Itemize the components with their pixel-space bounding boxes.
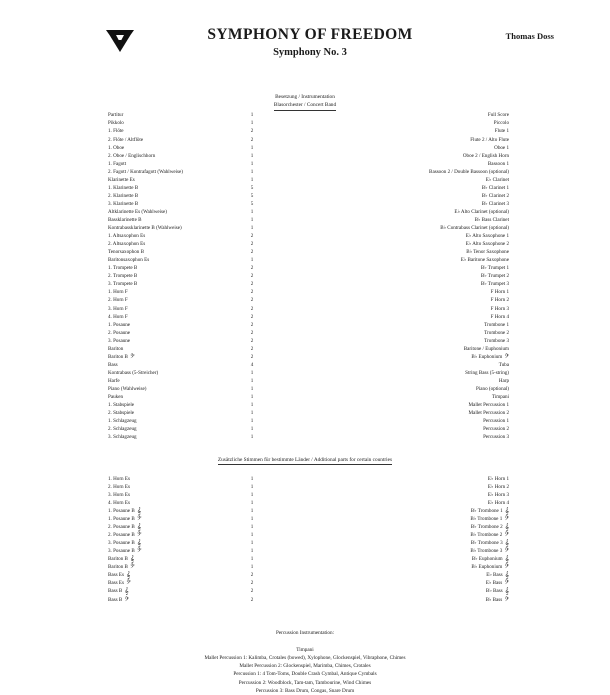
instrument-name-en: B♭ Trombone 1 𝄞 <box>470 506 509 515</box>
instrument-quantity: 1 <box>250 176 254 183</box>
instrument-name-de: 3. Trompete B <box>108 281 138 288</box>
instrument-name-de: Bassklarinette B <box>108 216 142 223</box>
instrument-name-en: Tuba <box>498 361 509 368</box>
instrument-row <box>0 596 610 604</box>
instrument-row <box>0 240 610 248</box>
percussion-line: Mallet Percussion 2: Glockenspiel, Marimba, Chimes, Crotales <box>239 663 371 670</box>
percussion-lines <box>0 646 610 695</box>
instrument-name-de: Bass <box>108 361 118 368</box>
instrument-name-de: Bass B 𝄞 <box>108 587 129 596</box>
instrument-name-en: Trombone 1 <box>484 321 509 328</box>
instrument-quantity: 2 <box>250 596 254 603</box>
instrument-name-en: Bassoon 2 / Double Bassoon (optional) <box>429 168 509 175</box>
instrument-quantity: 2 <box>250 313 254 320</box>
instrument-row <box>0 491 610 499</box>
instrument-name-de: Pauken <box>108 394 123 401</box>
instrument-row <box>0 176 610 184</box>
instrument-quantity: 1 <box>250 507 254 514</box>
clef-icon: 𝄢 <box>502 531 509 540</box>
instrument-row <box>0 385 610 393</box>
instrument-name-en: B♭ Euphonium 𝄞 <box>471 555 509 564</box>
instrument-name-en: B♭ Clarinet 1 <box>481 184 509 191</box>
instrument-name-en: B♭ Trombone 1 𝄢 <box>470 515 509 524</box>
instrument-name-en: Mallet Percussion 2 <box>468 410 509 417</box>
instrument-quantity: 1 <box>250 426 254 433</box>
instrument-name-de: 2. Stabspiele <box>108 410 135 417</box>
instrument-quantity: 1 <box>250 548 254 555</box>
instrument-name-de: 2. Posaune B 𝄞 <box>108 523 142 532</box>
instrument-name-en: Percussion 3 <box>483 434 509 441</box>
clef-icon: 𝄞 <box>502 523 509 532</box>
clef-icon: 𝄢 <box>502 595 509 604</box>
instrument-name-de: 1. Fagott <box>108 160 127 167</box>
instrument-name-de: Kontrabass (5-Streicher) <box>108 369 159 376</box>
instrument-name-en: B♭ Trombone 3 𝄢 <box>470 547 509 556</box>
instrument-name-de: 2. Altsaxophon Es <box>108 241 146 248</box>
instrument-quantity: 5 <box>250 184 254 191</box>
clef-icon: 𝄞 <box>502 555 509 564</box>
instrument-name-en: B♭ Trumpet 2 <box>480 273 509 280</box>
instrument-name-de: 1. Schlagzeug <box>108 418 137 425</box>
instrument-quantity: 1 <box>250 144 254 151</box>
percussion-line: Mallet Percussion 1: Kalimba, Crotales (bowed), Xylophone, Glockenspiel, Vibraphone, Chimes <box>204 654 406 661</box>
instrument-row <box>0 296 610 304</box>
instrument-name-de: 2. Fagott / Kontrafagott (Wahlweise) <box>108 168 183 175</box>
percussion-line: Timpani <box>296 646 314 653</box>
instrument-name-de: 2. Oboe / Englischhorn <box>108 152 156 159</box>
instrument-name-en: Oboe 2 / English Horn <box>462 152 509 159</box>
instrument-name-en: B♭ Clarinet 3 <box>481 200 509 207</box>
clef-icon: 𝄢 <box>502 352 509 361</box>
clef-icon: 𝄞 <box>134 523 142 532</box>
instrument-name-de: Bass Es 𝄢 <box>108 579 131 588</box>
instrument-quantity: 5 <box>250 192 254 199</box>
instrument-row <box>0 208 610 216</box>
instrument-row <box>0 515 610 523</box>
instrument-name-de: 2. Horn F <box>108 297 128 304</box>
instrument-quantity: 1 <box>250 475 254 482</box>
instrument-quantity: 1 <box>250 532 254 539</box>
clef-icon: 𝄞 <box>134 506 142 515</box>
instrument-row <box>0 523 610 531</box>
instrument-name-de: Harfe <box>108 377 120 384</box>
instrument-name-de: Bariton <box>108 345 124 352</box>
clef-icon: 𝄢 <box>502 579 509 588</box>
page-header <box>0 26 610 78</box>
instrument-name-en: Baritone / Euphonium <box>463 345 509 352</box>
clef-icon: 𝄢 <box>502 547 509 556</box>
instrument-quantity: 2 <box>250 289 254 296</box>
instrument-name-de: Bariton B 𝄢 <box>108 563 135 572</box>
instrument-quantity: 1 <box>250 564 254 571</box>
instrument-row <box>0 119 610 127</box>
instrument-row <box>0 563 610 571</box>
instrument-row <box>0 483 610 491</box>
instrument-quantity: 1 <box>250 516 254 523</box>
instrument-name-de: 3. Klarinette B <box>108 200 139 207</box>
instrument-quantity: 2 <box>250 572 254 579</box>
instrument-row <box>0 507 610 515</box>
instrument-quantity: 2 <box>250 136 254 143</box>
instrument-row <box>0 248 610 256</box>
instrument-name-de: 3. Horn F <box>108 305 128 312</box>
clef-icon: 𝄞 <box>502 539 509 548</box>
instrument-name-de: 3. Posaune B 𝄢 <box>108 547 142 556</box>
instrument-name-de: Piano (Wahlweise) <box>108 385 147 392</box>
instrument-row <box>0 361 610 369</box>
instrument-row <box>0 401 610 409</box>
instrument-name-en: E♭ Horn 2 <box>487 483 509 490</box>
instrument-name-de: Bariton B 𝄞 <box>108 555 135 564</box>
instrument-quantity: 1 <box>250 556 254 563</box>
instrument-name-en: String Bass (5-string) <box>465 369 509 376</box>
instrument-name-de: 1. Stabspiele <box>108 402 135 409</box>
clef-icon: 𝄞 <box>502 587 509 596</box>
instrument-name-en: E♭ Horn 3 <box>487 491 509 498</box>
instrument-name-de: 2. Trompete B <box>108 273 138 280</box>
instrument-name-en: E♭ Alto Clarinet (optional) <box>454 208 509 215</box>
score-instrumentation-page <box>0 26 610 695</box>
instrument-row <box>0 136 610 144</box>
instrument-quantity: 2 <box>250 305 254 312</box>
instrument-row <box>0 433 610 441</box>
instrument-name-de: 1. Oboe <box>108 144 125 151</box>
clef-icon: 𝄞 <box>502 506 509 515</box>
instrument-row <box>0 313 610 321</box>
instrument-row <box>0 475 610 483</box>
instrument-quantity: 1 <box>250 410 254 417</box>
instrument-name-en: E♭ Horn 1 <box>487 475 509 482</box>
instrument-row <box>0 409 610 417</box>
instrument-quantity: 1 <box>250 418 254 425</box>
instrument-row <box>0 184 610 192</box>
additional-parts-heading-text: Zusätzliche Stimmen für bestimmte Länder / Additional parts for certain countries <box>217 457 393 464</box>
instrument-quantity: 1 <box>250 216 254 223</box>
instrumentation-heading-line1: Besetzung / Instrumentation <box>275 94 335 100</box>
instrument-quantity: 1 <box>250 160 254 167</box>
instrument-quantity: 2 <box>250 337 254 344</box>
instrument-quantity: 1 <box>250 385 254 392</box>
clef-icon: 𝄢 <box>502 563 509 572</box>
instrument-name-de: Bass B 𝄢 <box>108 595 130 604</box>
instrument-row <box>0 579 610 587</box>
instrument-quantity: 1 <box>250 225 254 232</box>
instrument-quantity: 1 <box>250 120 254 127</box>
instrument-name-en: Flute 1 <box>494 128 509 135</box>
instrument-name-en: Trombone 2 <box>484 329 509 336</box>
instrument-row <box>0 152 610 160</box>
instrument-name-en: B♭ Tenor Saxophone <box>466 249 509 256</box>
instrument-quantity: 2 <box>250 345 254 352</box>
instrument-quantity: 1 <box>250 434 254 441</box>
instrument-name-en: B♭ Bass 𝄞 <box>485 587 509 596</box>
clef-icon: 𝄞 <box>134 539 142 548</box>
instrument-row <box>0 377 610 385</box>
instrument-quantity: 1 <box>250 168 254 175</box>
instrument-quantity: 2 <box>250 281 254 288</box>
instrument-name-en: B♭ Contrabass Clarinet (optional) <box>440 225 509 232</box>
instrument-name-en: Piano (optional) <box>476 385 509 392</box>
instrument-row <box>0 264 610 272</box>
instrument-name-en: F Horn 4 <box>490 313 509 320</box>
instrument-quantity: 5 <box>250 200 254 207</box>
instrument-name-en: F Horn 2 <box>490 297 509 304</box>
instrumentation-heading-line2: Blasorchester / Concert Band <box>274 102 336 111</box>
instrument-quantity: 1 <box>250 499 254 506</box>
instrument-name-en: E♭ Horn 4 <box>487 499 509 506</box>
instrument-quantity: 1 <box>250 257 254 264</box>
instrumentation-heading <box>0 94 610 111</box>
instrument-row <box>0 160 610 168</box>
instrument-name-de: 4. Horn Es <box>108 499 130 506</box>
clef-icon: 𝄢 <box>127 352 135 361</box>
instrument-quantity: 2 <box>250 241 254 248</box>
instrument-row <box>0 144 610 152</box>
instrument-row <box>0 111 610 119</box>
instrument-name-de: Kontrabassklarinette B (Wahlweise) <box>108 225 182 232</box>
instrument-name-de: 2. Posaune B 𝄢 <box>108 531 142 540</box>
clef-icon: 𝄞 <box>127 555 135 564</box>
instrument-name-en: B♭ Trumpet 1 <box>480 265 509 272</box>
instrument-row <box>0 393 610 401</box>
instrument-quantity: 1 <box>250 394 254 401</box>
instrument-name-de: Baritonsaxophon Es <box>108 257 150 264</box>
instrument-quantity: 1 <box>250 402 254 409</box>
instrument-row <box>0 539 610 547</box>
clef-icon: 𝄞 <box>124 571 131 580</box>
percussion-title: Percussion Instrumentation: <box>275 629 335 636</box>
percussion-instrumentation-block <box>0 630 610 695</box>
instrument-row <box>0 200 610 208</box>
instrument-name-en: Piccolo <box>493 120 509 127</box>
instrument-quantity: 2 <box>250 249 254 256</box>
instrument-name-en: Bassoon 1 <box>487 160 509 167</box>
instrument-quantity: 1 <box>250 112 254 119</box>
instrument-quantity: 2 <box>250 329 254 336</box>
clef-icon: 𝄢 <box>134 547 142 556</box>
instrument-name-de: 2. Posaune <box>108 329 131 336</box>
instrument-name-de: Tenorsaxophon B <box>108 249 145 256</box>
instrument-name-de: 3. Horn Es <box>108 491 130 498</box>
instrument-name-en: E♭ Alto Saxophone 1 <box>465 233 509 240</box>
instrument-name-de: Pikkolo <box>108 120 124 127</box>
instrument-quantity: 2 <box>250 128 254 135</box>
instrument-quantity: 2 <box>250 321 254 328</box>
instrument-row <box>0 547 610 555</box>
instrument-quantity: 4 <box>250 361 254 368</box>
instrument-row <box>0 272 610 280</box>
clef-icon: 𝄢 <box>134 531 142 540</box>
instrument-name-de: 1. Flöte <box>108 128 124 135</box>
instrument-row <box>0 224 610 232</box>
instrument-row <box>0 337 610 345</box>
percussion-line: Percussion 1: 4 Tom-Toms, Double Crash Cymbal, Antique Cymbals <box>233 671 377 678</box>
composer-name: Thomas Doss <box>505 31 554 41</box>
instrument-row <box>0 425 610 433</box>
instrument-name-en: B♭ Trombone 2 𝄞 <box>470 523 509 532</box>
instrument-name-de: 1. Horn Es <box>108 475 130 482</box>
instrument-name-de: 2. Schlagzeug <box>108 426 137 433</box>
instrument-name-en: E♭ Bass 𝄞 <box>486 571 509 580</box>
instrument-quantity: 1 <box>250 483 254 490</box>
instrument-name-de: Partitur <box>108 112 124 119</box>
instrument-row <box>0 216 610 224</box>
page-subtitle: Symphony No. 3 <box>273 46 347 58</box>
instrument-name-en: B♭ Trombone 3 𝄞 <box>470 539 509 548</box>
instrument-row <box>0 192 610 200</box>
section-spacer <box>0 441 610 457</box>
instrument-row <box>0 280 610 288</box>
instrument-row <box>0 571 610 579</box>
instrument-name-en: E♭ Clarinet <box>485 176 509 183</box>
clef-icon: 𝄢 <box>124 579 131 588</box>
instrument-name-de: 1. Posaune B 𝄢 <box>108 515 142 524</box>
instrument-row <box>0 353 610 361</box>
instrument-name-en: B♭ Euphonium 𝄢 <box>471 563 509 572</box>
instrument-name-de: 4. Horn F <box>108 313 128 320</box>
instrument-name-en: B♭ Bass 𝄢 <box>485 595 509 604</box>
instrument-name-en: Trombone 3 <box>484 337 509 344</box>
instrument-quantity: 1 <box>250 524 254 531</box>
percussion-line: Percussion 3: Bass Drum, Congas, Snare Drum <box>255 688 355 695</box>
instrument-quantity: 2 <box>250 265 254 272</box>
instrument-name-de: 2. Horn Es <box>108 483 130 490</box>
instrument-name-de: Klarinette Es <box>108 176 135 183</box>
instrument-quantity: 2 <box>250 588 254 595</box>
instrument-quantity: 1 <box>250 491 254 498</box>
section-spacer-2 <box>0 465 610 475</box>
additional-parts-heading <box>0 457 610 465</box>
instrument-name-en: E♭ Alto Saxophone 2 <box>465 241 509 248</box>
instrument-name-de: 3. Schlagzeug <box>108 434 137 441</box>
instrument-row <box>0 417 610 425</box>
instrument-name-de: 1. Posaune B 𝄞 <box>108 506 142 515</box>
instrument-row <box>0 531 610 539</box>
instrument-row <box>0 369 610 377</box>
clef-icon: 𝄢 <box>127 563 135 572</box>
clef-icon: 𝄞 <box>502 571 509 580</box>
instrument-name-de: Bariton B 𝄢 <box>108 352 135 361</box>
instrument-quantity: 1 <box>250 208 254 215</box>
instrument-name-en: Timpani <box>491 394 509 401</box>
clef-icon: 𝄢 <box>122 595 130 604</box>
instrument-quantity: 2 <box>250 580 254 587</box>
instrument-name-de: 1. Klarinette B <box>108 184 139 191</box>
instrument-name-de: 3. Posaune <box>108 337 131 344</box>
instrument-row <box>0 232 610 240</box>
instrument-name-de: 2. Klarinette B <box>108 192 139 199</box>
clef-icon: 𝄢 <box>134 515 142 524</box>
instrument-name-de: 1. Horn F <box>108 289 128 296</box>
instrument-row <box>0 256 610 264</box>
clef-icon: 𝄢 <box>502 515 509 524</box>
instrument-name-en: Oboe 1 <box>494 144 509 151</box>
instrument-name-en: B♭ Clarinet 2 <box>481 192 509 199</box>
instrument-row <box>0 587 610 595</box>
instrument-quantity: 1 <box>250 369 254 376</box>
instrument-quantity: 2 <box>250 297 254 304</box>
instrument-name-en: E♭ Bass 𝄢 <box>485 579 509 588</box>
percussion-line: Percussion 2: Woodblock, Tam-tam, Tambourine, Wind Chimes <box>238 679 372 686</box>
instrument-quantity: 1 <box>250 152 254 159</box>
instrument-name-en: Harp <box>498 377 509 384</box>
instrument-name-en: F Horn 3 <box>490 305 509 312</box>
instrument-name-en: Flute 2 / Alto Flute <box>470 136 509 143</box>
instrument-name-de: 2. Flöte / Altflöte <box>108 136 144 143</box>
instrument-name-en: E♭ Baritone Saxophone <box>460 257 509 264</box>
instrument-list-concert-band <box>0 111 610 441</box>
publisher-w-logo-icon <box>103 28 137 54</box>
instrument-name-de: 1. Altsaxophon Es <box>108 233 146 240</box>
instrument-row <box>0 288 610 296</box>
instrument-row <box>0 321 610 329</box>
instrument-name-de: 3. Posaune B 𝄞 <box>108 539 142 548</box>
instrument-row <box>0 168 610 176</box>
instrument-name-de: Altklarinette Es (Wahlweise) <box>108 208 167 215</box>
instrument-row <box>0 127 610 135</box>
instrument-name-en: B♭ Trumpet 3 <box>480 281 509 288</box>
instrument-name-en: F Horn 1 <box>490 289 509 296</box>
instrument-name-en: Full Score <box>487 112 509 119</box>
instrument-row <box>0 305 610 313</box>
instrument-quantity: 2 <box>250 273 254 280</box>
instrument-name-en: Percussion 1 <box>483 418 509 425</box>
instrument-name-en: Mallet Percussion 1 <box>468 402 509 409</box>
instrument-name-de: 1. Posaune <box>108 321 131 328</box>
instrument-list-additional-parts <box>0 475 610 604</box>
instrument-name-en: B♭ Euphonium 𝄢 <box>471 352 509 361</box>
instrument-row <box>0 329 610 337</box>
instrument-name-de: 1. Trompete B <box>108 265 138 272</box>
instrument-row <box>0 499 610 507</box>
instrument-row <box>0 555 610 563</box>
page-title: SYMPHONY OF FREEDOM <box>207 26 413 43</box>
instrument-name-en: B♭ Bass Clarinet <box>474 216 509 223</box>
clef-icon: 𝄞 <box>122 587 129 596</box>
instrument-name-en: Percussion 2 <box>483 426 509 433</box>
instrument-quantity: 2 <box>250 233 254 240</box>
instrument-name-en: B♭ Trombone 2 𝄢 <box>470 531 509 540</box>
instrument-quantity: 2 <box>250 353 254 360</box>
instrument-quantity: 1 <box>250 540 254 547</box>
instrument-quantity: 1 <box>250 377 254 384</box>
instrument-row <box>0 345 610 353</box>
instrument-name-de: Bass Es 𝄞 <box>108 571 131 580</box>
